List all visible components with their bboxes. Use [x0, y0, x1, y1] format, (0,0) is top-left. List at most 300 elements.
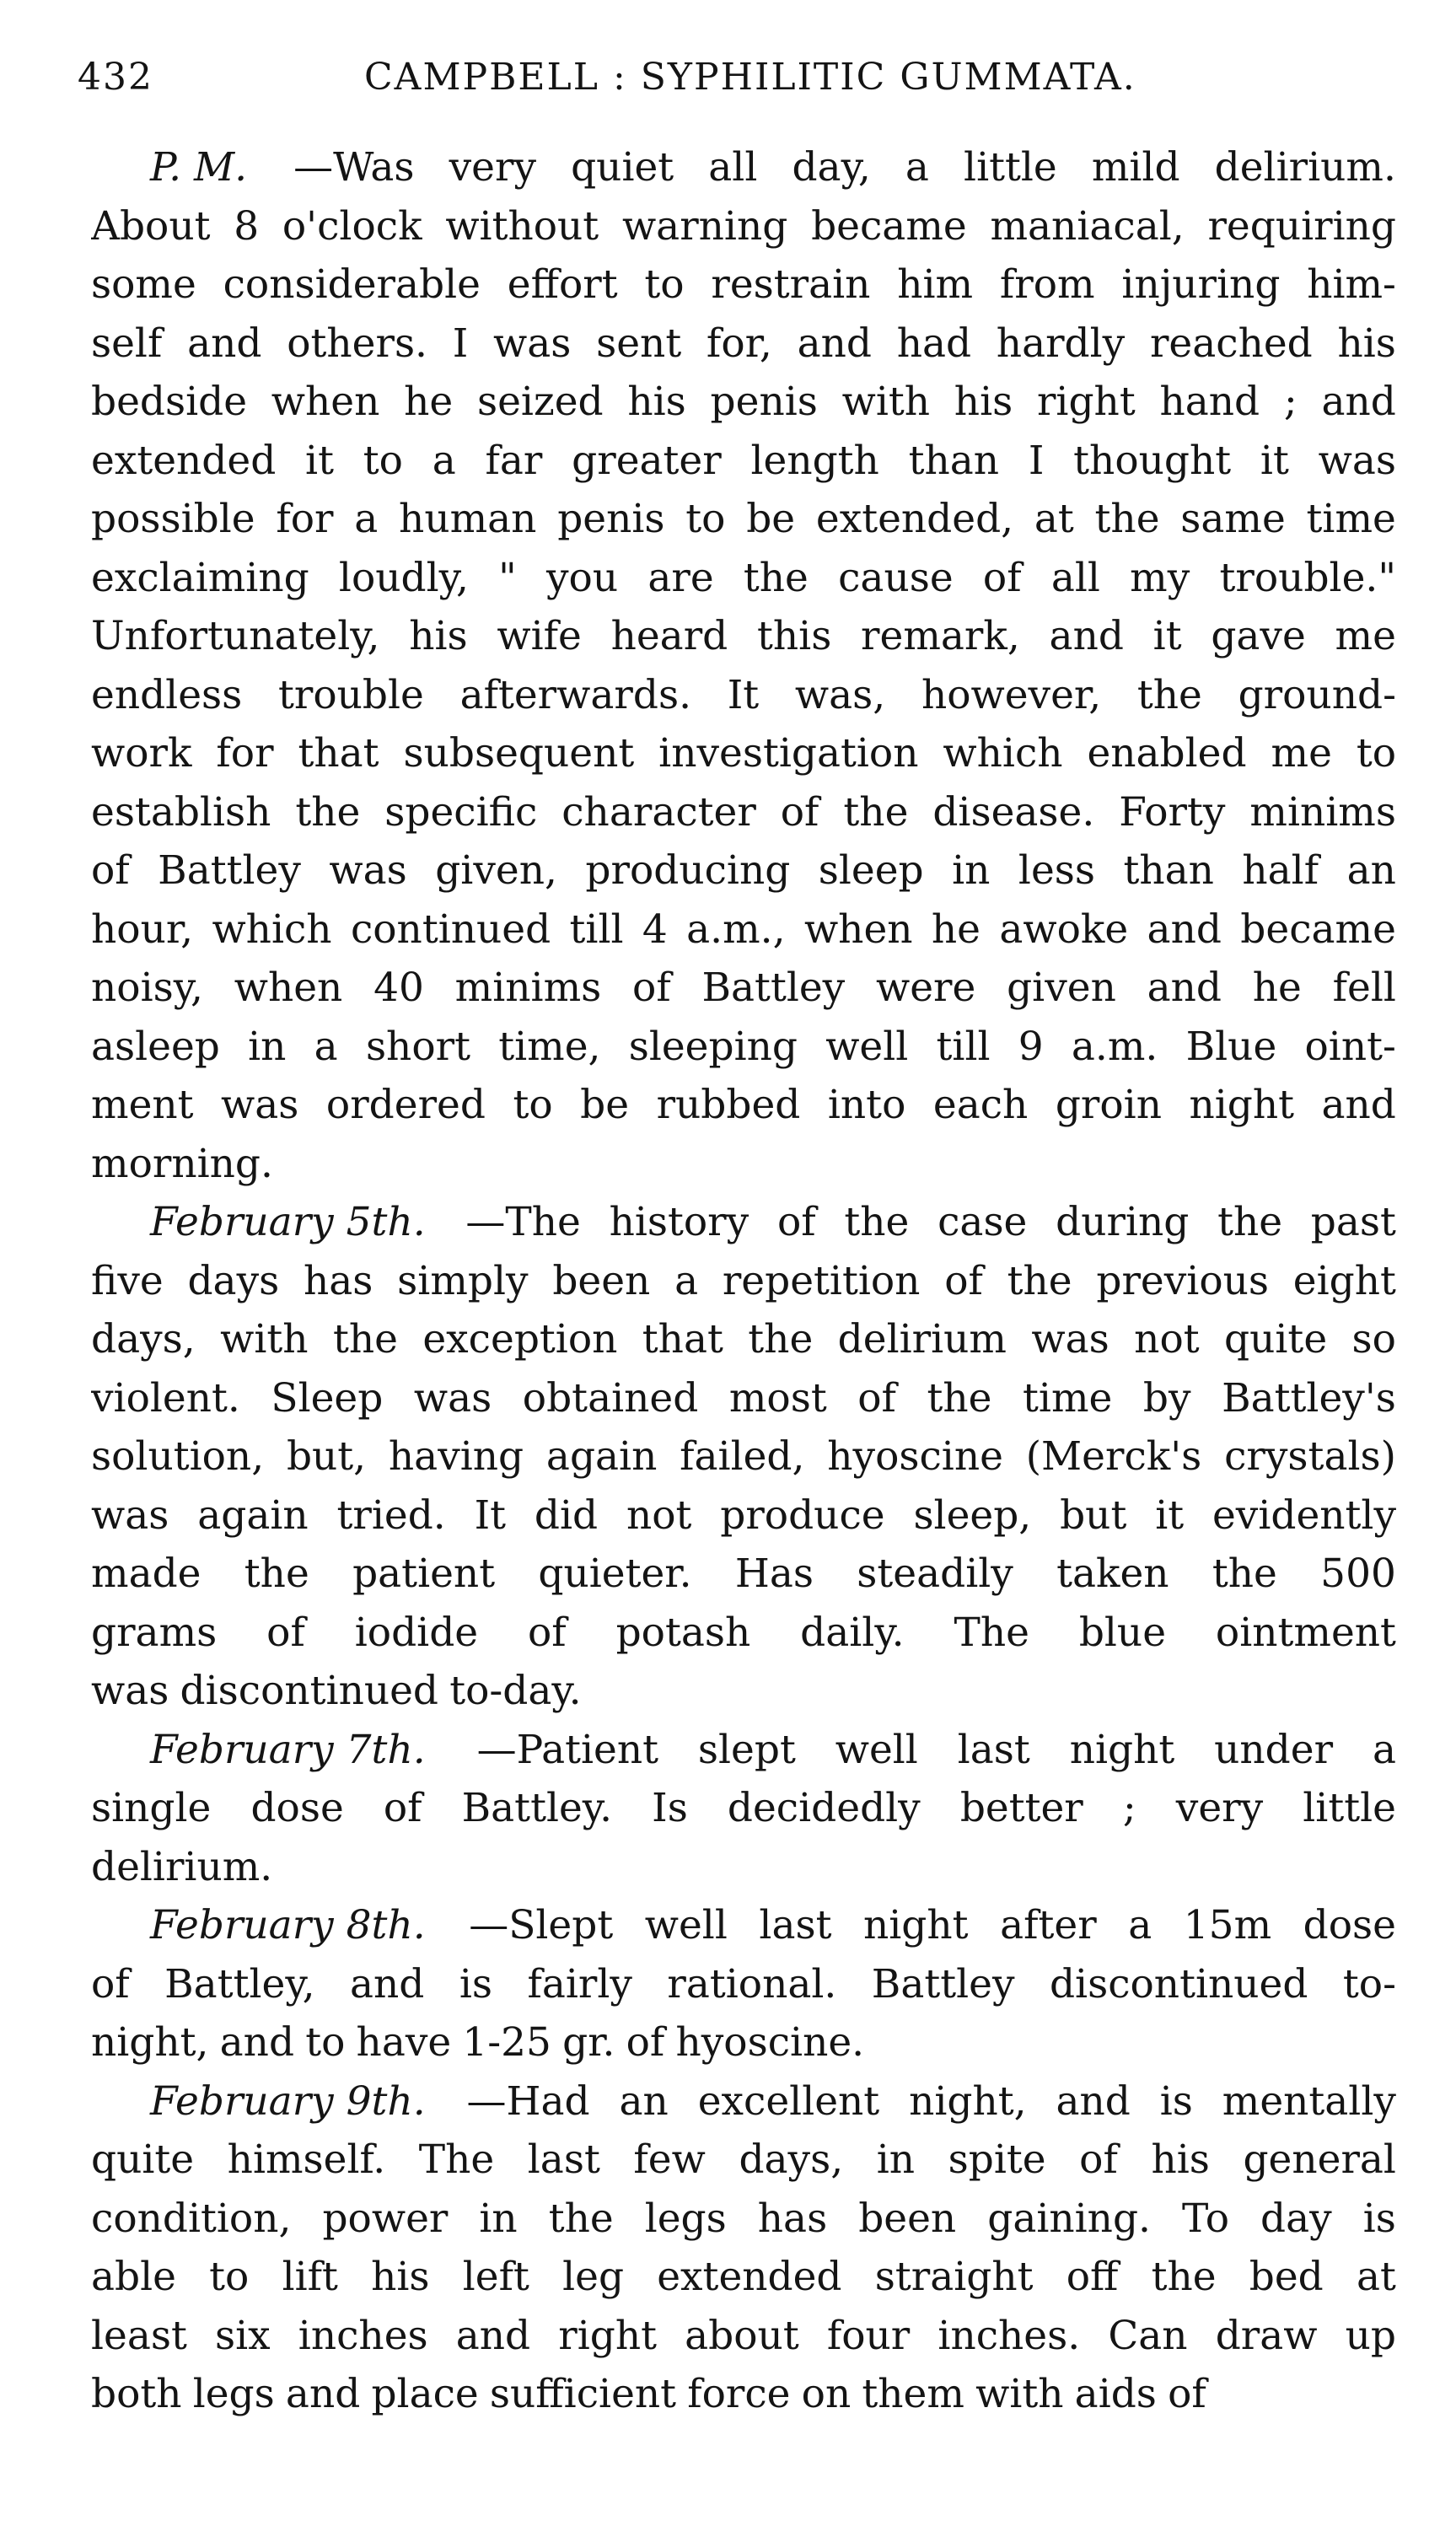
word: up	[1345, 2312, 1396, 2359]
word: legs	[192, 2371, 275, 2417]
text-line	[91, 1369, 1396, 1428]
word: to	[1356, 730, 1396, 777]
word: a	[905, 144, 929, 191]
word: and	[1147, 965, 1222, 1011]
text-line	[91, 607, 1396, 666]
word: without	[445, 202, 599, 250]
word: "	[498, 554, 517, 601]
word: is	[459, 1960, 492, 2007]
word: able	[91, 2254, 176, 2300]
word: Can	[1108, 2312, 1188, 2359]
word: some	[91, 261, 196, 308]
word: day	[1260, 2195, 1332, 2242]
text-line	[91, 1545, 1396, 1604]
word: previous	[1096, 1257, 1270, 1304]
word: oint-	[1304, 1023, 1396, 1070]
word: very	[1175, 1785, 1264, 1831]
word: exception	[422, 1316, 618, 1362]
word: has	[304, 1257, 373, 1304]
text-line	[91, 900, 1396, 959]
word: last	[527, 2136, 600, 2183]
word: ground-	[1238, 671, 1396, 718]
word: and	[455, 2312, 531, 2359]
word: and	[219, 2019, 295, 2066]
word: to	[644, 261, 685, 308]
word: Battley's	[1222, 1374, 1396, 1422]
word: —The	[465, 1199, 581, 1245]
entry-date: February 8th.	[150, 1902, 426, 1948]
word: and	[187, 320, 262, 367]
word: both	[91, 2371, 182, 2417]
word: had	[896, 320, 972, 367]
word: The	[418, 2136, 495, 2183]
word: a	[314, 1023, 338, 1070]
word: the	[1151, 2254, 1217, 2300]
text-line	[91, 841, 1396, 900]
word: past	[1310, 1199, 1396, 1245]
word: seized	[476, 379, 604, 425]
word: 40	[373, 965, 424, 1011]
entry-date: February 5th.	[150, 1199, 426, 1245]
word: delirium	[837, 1316, 1007, 1362]
word: six	[215, 2312, 271, 2359]
word: steadily	[857, 1551, 1013, 1597]
text-line	[91, 2248, 1396, 2307]
word: were	[876, 965, 976, 1011]
text-line	[91, 490, 1396, 549]
word: 15m	[1183, 1902, 1272, 1948]
word: hyoscine.	[675, 2019, 865, 2066]
word: trouble	[277, 671, 424, 718]
word: disease.	[932, 788, 1095, 836]
word: the	[1217, 1199, 1283, 1245]
word: force	[687, 2371, 791, 2417]
word: given	[1007, 965, 1116, 1011]
word: establish	[91, 788, 271, 836]
word: ;	[1283, 379, 1298, 425]
text-line	[91, 373, 1396, 432]
word: noisy,	[91, 965, 203, 1011]
word: spite	[948, 2136, 1046, 2183]
text-line	[91, 1193, 1396, 1252]
text-line	[91, 549, 1396, 608]
word: did	[534, 1491, 599, 1539]
word: delirium.	[1214, 144, 1396, 191]
entry-date: P. M.	[150, 144, 248, 191]
word: but	[1060, 1491, 1127, 1539]
word: minims	[454, 965, 602, 1011]
text-line	[91, 666, 1396, 725]
word: case	[938, 1199, 1028, 1245]
word: —Had	[466, 2077, 590, 2125]
word: of	[982, 554, 1022, 601]
word: and	[1147, 906, 1222, 953]
word: to-	[1342, 1960, 1396, 2007]
word: five	[91, 1257, 164, 1304]
word: self	[91, 320, 163, 367]
word: have	[356, 2019, 452, 2066]
word: failed,	[680, 1433, 805, 1480]
word: enabled	[1087, 730, 1247, 777]
word: when	[803, 906, 913, 953]
word: Has	[734, 1551, 814, 1597]
word: is	[1159, 2077, 1193, 2125]
word: so	[1351, 1316, 1396, 1362]
word: for,	[706, 320, 772, 367]
word: of	[1168, 2371, 1206, 2417]
text-line	[91, 1838, 1396, 1897]
word: been	[552, 1257, 651, 1304]
word: hour,	[91, 906, 194, 953]
word: the	[927, 1374, 992, 1422]
word: evidently	[1212, 1491, 1396, 1539]
text-line	[91, 197, 1396, 256]
word: About	[91, 202, 211, 250]
word: he	[1252, 965, 1302, 1011]
page-header	[78, 56, 1393, 115]
word: it	[1152, 613, 1182, 659]
word: slept	[697, 1726, 796, 1773]
word: legs	[644, 2195, 727, 2242]
text-line	[91, 2190, 1396, 2249]
word: his	[371, 2254, 430, 2300]
word: hyoscine	[827, 1433, 1003, 1480]
word: excellent	[697, 2077, 880, 2125]
word: rubbed	[656, 1082, 801, 1128]
paragraph	[91, 138, 1396, 1193]
word: and	[1056, 2077, 1131, 2125]
word: aids	[1074, 2371, 1157, 2417]
word: during	[1056, 1199, 1190, 1245]
text-line	[91, 2365, 1396, 2424]
word: on	[801, 2371, 852, 2417]
word: subsequent	[403, 730, 635, 777]
word: night,	[909, 2077, 1027, 2125]
word: gr.	[562, 2019, 615, 2066]
word: a	[432, 437, 456, 484]
word: it	[1260, 437, 1289, 484]
word: iodide	[354, 1609, 479, 1656]
word: in	[876, 2136, 916, 2183]
word: the	[1094, 496, 1160, 542]
word: injuring	[1121, 261, 1281, 308]
word: the	[844, 1199, 910, 1245]
word: at	[1034, 496, 1074, 542]
word: my	[1130, 554, 1190, 601]
word: dose	[250, 1785, 344, 1831]
text-line	[91, 314, 1396, 374]
word: requiring	[1207, 202, 1396, 250]
word: very	[449, 144, 536, 191]
word: penis	[710, 379, 818, 425]
word: restrain	[711, 261, 871, 308]
word: by	[1142, 1374, 1191, 1422]
word: lift	[282, 2254, 338, 2300]
text-line	[91, 1955, 1396, 2014]
word: made	[91, 1551, 201, 1597]
word: and	[1049, 613, 1124, 659]
word: extended	[91, 437, 277, 484]
word: Unfortunately,	[91, 613, 380, 659]
word: character	[561, 788, 756, 836]
word: 1-25	[462, 2019, 551, 2066]
text-line	[91, 959, 1396, 1018]
word: trouble."	[1219, 554, 1396, 601]
word: —Slept	[469, 1902, 614, 1948]
word: repetition	[722, 1257, 921, 1304]
word: draw	[1215, 2312, 1318, 2359]
word: quite	[1224, 1316, 1328, 1362]
word: simply	[397, 1257, 529, 1304]
body-text	[91, 138, 1396, 2424]
word: night	[863, 1902, 969, 1948]
word: afterwards.	[459, 671, 692, 718]
word: days,	[91, 1316, 196, 1362]
word: groin	[1055, 1082, 1162, 1128]
word: after	[1000, 1902, 1097, 1948]
word: ment	[91, 1082, 194, 1128]
word: of	[91, 847, 130, 894]
word: of	[857, 1374, 896, 1422]
word: his	[954, 379, 1013, 425]
word: wife	[497, 613, 582, 659]
word: investigation	[658, 730, 919, 777]
word: them	[862, 2371, 964, 2417]
word: Blue	[1185, 1023, 1277, 1070]
word: was	[1031, 1316, 1109, 1362]
word: work	[91, 730, 192, 777]
word: again	[197, 1491, 309, 1539]
word: decidedly	[727, 1785, 921, 1831]
word: the	[1212, 1551, 1277, 1597]
word: of	[528, 1609, 567, 1656]
word: maniacal,	[990, 202, 1185, 250]
word: him-	[1307, 261, 1396, 308]
word: produce	[720, 1491, 885, 1539]
word: to	[513, 1082, 553, 1128]
word: which	[943, 730, 1063, 777]
word: thought	[1073, 437, 1232, 484]
word: rational.	[667, 1960, 837, 2007]
word: however,	[921, 671, 1102, 718]
word: mild	[1091, 144, 1180, 191]
word: four	[826, 2312, 911, 2359]
text-line	[91, 2013, 1396, 2072]
word: patient	[352, 1551, 496, 1597]
word: Battley.	[461, 1785, 613, 1831]
word: of	[944, 1257, 983, 1304]
word: extended,	[815, 496, 1014, 542]
word: the	[1136, 671, 1202, 718]
word: 500	[1320, 1551, 1396, 1597]
word: which	[212, 906, 332, 953]
word: was	[413, 1374, 492, 1422]
text-line	[91, 783, 1396, 842]
text-line	[91, 1427, 1396, 1486]
word: given,	[435, 847, 557, 894]
word: well	[644, 1902, 728, 1948]
word: Battley,	[164, 1960, 315, 2007]
word: he	[931, 906, 981, 953]
word: short	[365, 1023, 470, 1070]
word: least	[91, 2312, 187, 2359]
word: quiet	[571, 144, 674, 191]
word: sent	[596, 320, 682, 367]
word: to-day.	[449, 1668, 582, 1714]
word: —Was	[293, 144, 415, 191]
word: 4	[642, 906, 668, 953]
word: others.	[287, 320, 427, 367]
word: this	[757, 613, 832, 659]
text-line	[91, 1310, 1396, 1369]
word: he	[404, 379, 454, 425]
word: having	[388, 1433, 524, 1480]
word: length	[750, 437, 879, 484]
word: with	[220, 1316, 309, 1362]
word: the	[295, 788, 361, 836]
text-line	[91, 1252, 1396, 1311]
text-line	[91, 724, 1396, 783]
word: all	[708, 144, 758, 191]
word: continued	[350, 906, 551, 953]
word: —Patient	[476, 1726, 658, 1773]
word: blue	[1078, 1609, 1167, 1656]
text-line	[91, 1135, 1396, 1194]
word: a	[1128, 1902, 1152, 1948]
word: right	[1036, 379, 1136, 425]
word: awoke	[999, 906, 1129, 953]
word: not	[626, 1491, 692, 1539]
word: well	[835, 1726, 918, 1773]
word: for	[216, 730, 274, 777]
word: single	[91, 1785, 212, 1831]
word: considerable	[223, 261, 481, 308]
word: grams	[91, 1609, 218, 1656]
word: producing	[585, 847, 791, 894]
word: 9	[1018, 1023, 1044, 1070]
word: penis	[557, 496, 665, 542]
word: than	[908, 437, 1000, 484]
word: not	[1134, 1316, 1200, 1362]
word: a	[674, 1257, 699, 1304]
word: and	[1321, 379, 1396, 425]
word: few	[633, 2136, 706, 2183]
word: been	[858, 2195, 957, 2242]
word: history	[609, 1199, 749, 1245]
text-line	[91, 1662, 1396, 1721]
word: right	[558, 2312, 658, 2359]
word: was	[221, 1082, 299, 1128]
word: till	[936, 1023, 991, 1070]
word: ;	[1122, 1785, 1136, 1831]
word: me	[1335, 613, 1396, 659]
word: in	[248, 1023, 287, 1070]
word: discontinued	[1049, 1960, 1308, 2007]
word: the	[332, 1316, 398, 1362]
word: till	[569, 906, 624, 953]
word: sleeping	[628, 1023, 798, 1070]
word: and	[285, 2371, 361, 2417]
word: the	[748, 1316, 814, 1362]
word: general	[1243, 2136, 1396, 2183]
word: fell	[1332, 965, 1396, 1011]
word: cause	[838, 554, 954, 601]
word: of	[1079, 2136, 1118, 2183]
word: of	[266, 1609, 305, 1656]
text-line	[91, 2072, 1396, 2131]
word: same	[1180, 496, 1286, 542]
word: has	[757, 2195, 828, 2242]
text-line	[91, 1486, 1396, 1545]
word: It	[727, 671, 760, 718]
word: gave	[1211, 613, 1306, 659]
word: of	[632, 965, 671, 1011]
word: than	[1123, 847, 1214, 894]
word: heard	[610, 613, 728, 659]
word: of	[626, 2019, 665, 2066]
word: an	[1346, 847, 1396, 894]
word: inches.	[938, 2312, 1081, 2359]
text-line	[91, 1018, 1396, 1077]
word: endless	[91, 671, 243, 718]
word: eight	[1292, 1257, 1396, 1304]
word: morning.	[91, 1140, 273, 1187]
word: it	[305, 437, 334, 484]
word: himself.	[227, 2136, 386, 2183]
word: hand	[1159, 379, 1260, 425]
word: was,	[794, 671, 886, 718]
word: asleep	[91, 1023, 220, 1070]
word: Sleep	[271, 1374, 384, 1422]
word: potash	[615, 1609, 751, 1656]
word: leg	[562, 2254, 625, 2300]
word: the	[843, 788, 909, 836]
word: time	[1306, 496, 1396, 542]
word: most	[728, 1374, 827, 1422]
word: night,	[91, 2019, 209, 2066]
word: a	[354, 496, 379, 542]
entry-date: February 9th.	[150, 2077, 426, 2125]
word: to	[685, 496, 726, 542]
word: loudly,	[338, 554, 469, 601]
word: violent.	[91, 1374, 240, 1422]
word: to	[209, 2254, 250, 2300]
word: Battley	[701, 965, 846, 1011]
word: well	[825, 1023, 909, 1070]
text-line	[91, 432, 1396, 491]
word: quite	[91, 2136, 195, 2183]
word: to	[363, 437, 403, 484]
word: be	[580, 1082, 630, 1128]
word: To	[1182, 2195, 1229, 2242]
word: days	[187, 1257, 280, 1304]
word: last	[759, 1902, 832, 1948]
word: from	[999, 261, 1095, 308]
word: days,	[739, 2136, 844, 2183]
word: is	[1362, 2195, 1396, 2242]
word: greater	[572, 437, 722, 484]
word: at	[1356, 2254, 1396, 2300]
word: his	[627, 379, 686, 425]
word: sleep	[818, 847, 924, 894]
word: off	[1066, 2254, 1119, 2300]
word: an	[619, 2077, 669, 2125]
text-line	[91, 1721, 1396, 1780]
word: a	[1372, 1726, 1396, 1773]
word: specific	[384, 788, 538, 836]
word: last	[957, 1726, 1030, 1773]
word: but,	[286, 1433, 367, 1480]
